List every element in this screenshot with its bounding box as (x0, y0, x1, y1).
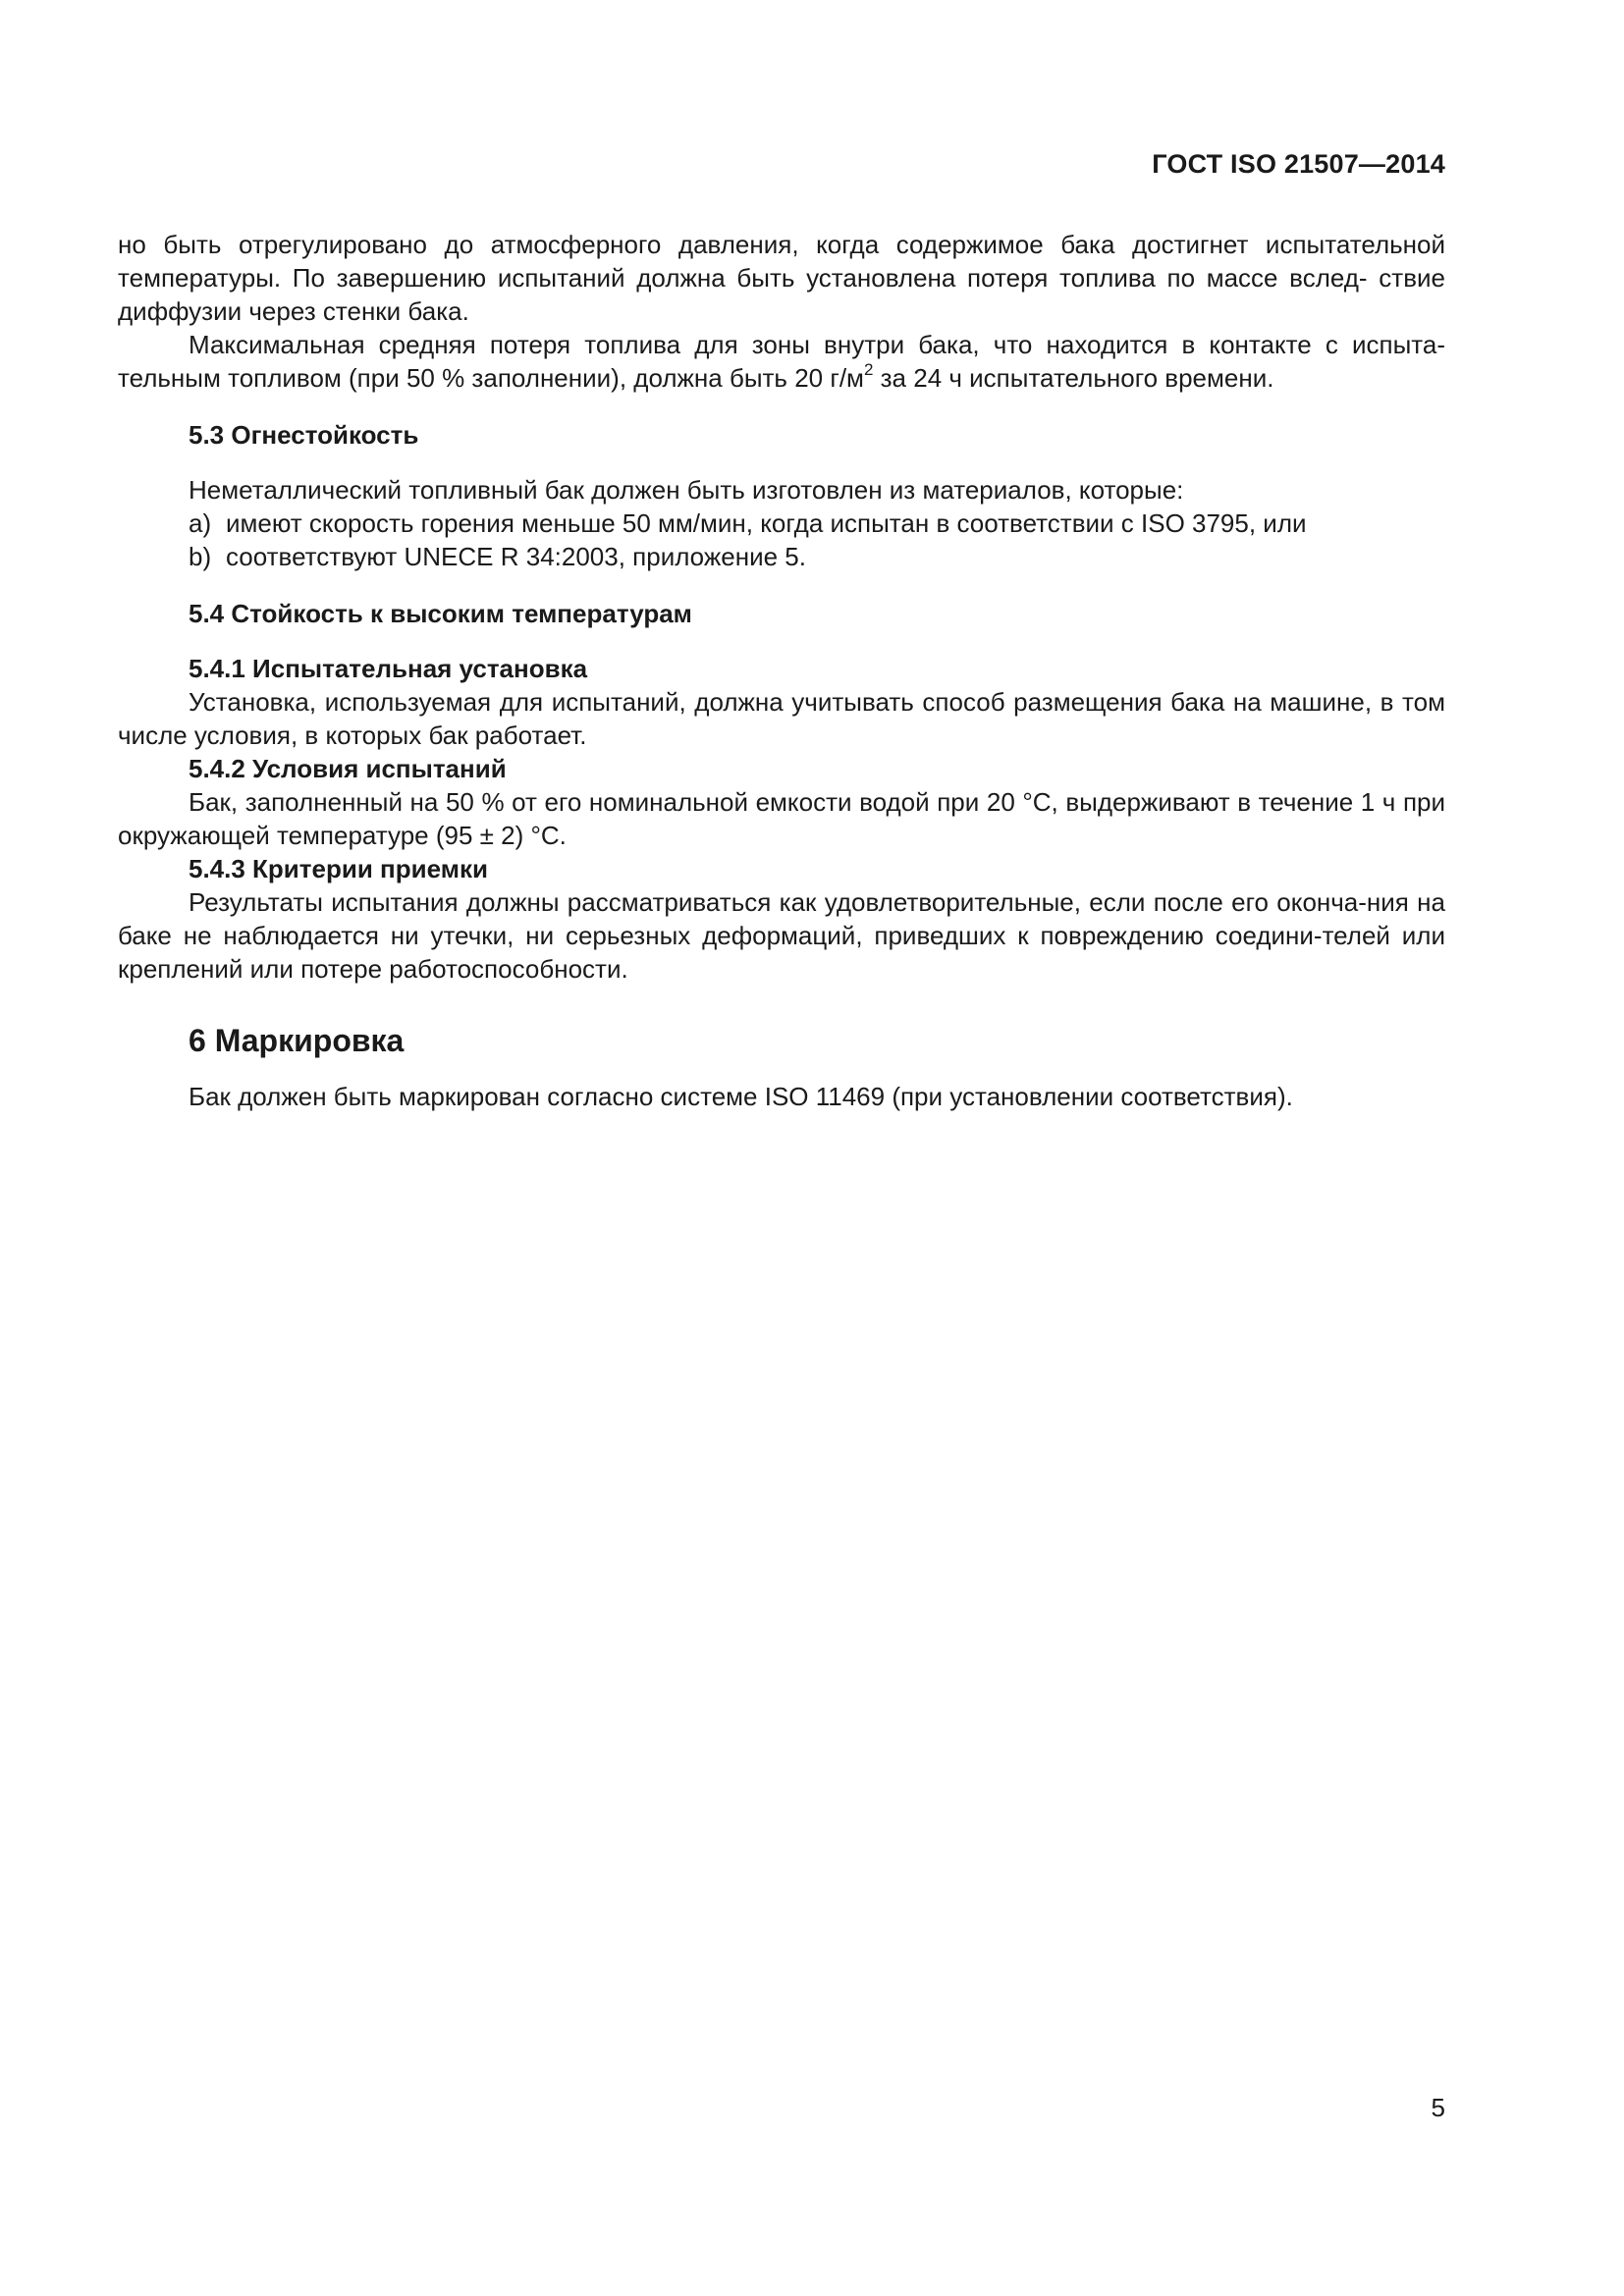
list-item (118, 507, 1445, 540)
section-heading-5-3: 5.3 Огнестойкость (189, 420, 419, 450)
text-line: температуры. По завершению испытаний должна быть установлена потеря топлива по массе вслед- (118, 263, 1368, 293)
page-content (118, 228, 1445, 1113)
page-number: 5 (1431, 2093, 1445, 2122)
text-segment: Максимальная средняя потеря топлива для зоны внутри бака, что находится в контакте с испыта-тельным топливом (при 50 % заполнении), должна быть 20 г/м (118, 330, 1445, 393)
section-5-4-1-text: Установка, используемая для испытаний, должна учитывать способ размещения бака на машине, в том числе условия, в которых бак работает. (118, 687, 1445, 750)
section-heading-5-4-3: 5.4.3 Критерии приемки (189, 854, 488, 883)
section-5-3-intro: Неметаллический топливный бак должен быть изготовлен из материалов, которые: (189, 475, 1184, 505)
section-heading-6: 6 Маркировка (189, 1023, 405, 1058)
list-item (118, 540, 1445, 573)
text-line: но быть отрегулировано до атмосферного давления, когда содержимое бака достигнет испытательной (118, 230, 1445, 259)
paragraph-continuation (118, 228, 1445, 328)
paragraph-max-loss (118, 328, 1445, 395)
superscript: 2 (863, 360, 874, 380)
text-segment: за 24 ч испытательного времени. (873, 363, 1274, 393)
section-5-4-3-text: Результаты испытания должны рассматриваться как удовлетворительные, если после его оконча-ния на баке не наблюдается ни утечки, ни серьезных деформаций, приведших к повреждению соедини-телей или креплений или потере работоспособности. (118, 887, 1445, 984)
list-marker: b) (189, 542, 212, 571)
section-heading-5-4: 5.4 Стойкость к высоким температурам (189, 599, 692, 628)
document-code: ГОСТ ISO 21507—2014 (1152, 149, 1445, 179)
text-line: ствие диффузии через стенки бака. (118, 263, 1446, 326)
section-heading-5-4-1: 5.4.1 Испытательная установка (189, 654, 588, 683)
section-heading-5-4-2: 5.4.2 Условия испытаний (189, 754, 507, 783)
section-6-text: Бак должен быть маркирован согласно системе ISO 11469 (при установлении соответствия). (189, 1082, 1293, 1111)
list-marker: a) (189, 508, 212, 538)
list-item-text: имеют скорость горения меньше 50 мм/мин, когда испытан в соответствии с ISO 3795, или (226, 508, 1307, 538)
list-item-text: соответствуют UNECE R 34:2003, приложение 5. (226, 542, 806, 571)
section-5-4-2-text: Бак, заполненный на 50 % от его номинальной емкости водой при 20 °С, выдерживают в течение 1 ч при окружающей температуре (95 ± 2) °С. (118, 787, 1445, 850)
